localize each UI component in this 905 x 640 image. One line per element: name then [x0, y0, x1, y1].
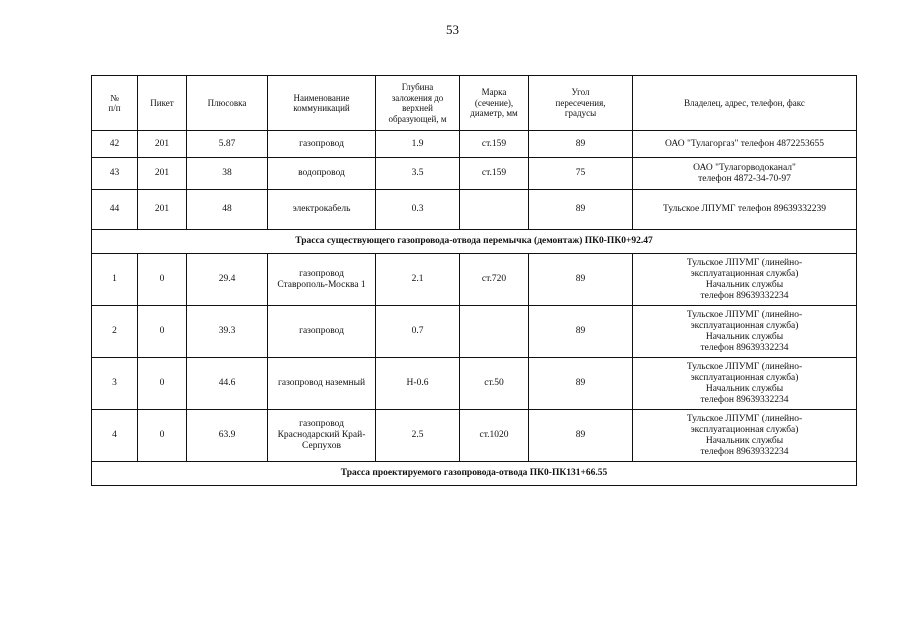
- table-row: [92, 306, 857, 358]
- cell-num: 4: [92, 410, 138, 462]
- cell-plus: 39.3: [187, 306, 268, 358]
- cell-depth: Н-0.6: [376, 358, 460, 410]
- cell-name: газопровод: [268, 131, 376, 158]
- cell-mark: [460, 190, 529, 230]
- header-num: № п/п: [92, 76, 138, 131]
- cell-mark: ст.159: [460, 131, 529, 158]
- cell-mark: ст.159: [460, 158, 529, 190]
- cell-picket: 0: [138, 358, 187, 410]
- cell-num: 3: [92, 358, 138, 410]
- page-number: 53: [446, 22, 459, 37]
- cell-owner: Тульское ЛПУМГ (линейно- эксплуатационная служба) Начальник службы телефон 89639332234: [633, 410, 857, 462]
- cell-angle: 89: [529, 131, 633, 158]
- cell-num: 44: [92, 190, 138, 230]
- header-picket: Пикет: [138, 76, 187, 131]
- header-name: Наименование коммуникаций: [268, 76, 376, 131]
- cell-owner: Тульское ЛПУМГ телефон 89639332239: [633, 190, 857, 230]
- cell-name: газопровод наземный: [268, 358, 376, 410]
- header-owner: Владелец, адрес, телефон, факс: [633, 76, 857, 131]
- communications-table: [91, 75, 857, 486]
- cell-angle: 89: [529, 306, 633, 358]
- section-title-projected: Трасса проектируемого газопровода-отвода ПК0-ПК131+66.55: [92, 462, 857, 486]
- header-plus: Плюсовка: [187, 76, 268, 131]
- cell-picket: 0: [138, 254, 187, 306]
- cell-mark: ст.50: [460, 358, 529, 410]
- cell-angle: 75: [529, 158, 633, 190]
- cell-angle: 89: [529, 410, 633, 462]
- cell-owner: Тульское ЛПУМГ (линейно- эксплуатационная служба) Начальник службы телефон 89639332234: [633, 254, 857, 306]
- table-row: [92, 358, 857, 410]
- cell-name: газопровод: [268, 306, 376, 358]
- table-row: [92, 190, 857, 230]
- cell-mark: [460, 306, 529, 358]
- cell-name: газопровод Ставрополь-Москва 1: [268, 254, 376, 306]
- cell-depth: 2.5: [376, 410, 460, 462]
- cell-depth: 0.7: [376, 306, 460, 358]
- table-row: [92, 131, 857, 158]
- table-row: [92, 254, 857, 306]
- cell-owner: Тульское ЛПУМГ (линейно- эксплуатационная служба) Начальник службы телефон 89639332234: [633, 358, 857, 410]
- cell-picket: 0: [138, 306, 187, 358]
- cell-owner: ОАО "Тулагорводоканал" телефон 4872-34-70-97: [633, 158, 857, 190]
- cell-num: 43: [92, 158, 138, 190]
- cell-num: 1: [92, 254, 138, 306]
- cell-plus: 38: [187, 158, 268, 190]
- cell-angle: 89: [529, 358, 633, 410]
- cell-plus: 48: [187, 190, 268, 230]
- cell-mark: ст.720: [460, 254, 529, 306]
- cell-mark: ст.1020: [460, 410, 529, 462]
- cell-depth: 2.1: [376, 254, 460, 306]
- cell-name: водопровод: [268, 158, 376, 190]
- cell-angle: 89: [529, 254, 633, 306]
- cell-owner: Тульское ЛПУМГ (линейно- эксплуатационная служба) Начальник службы телефон 89639332234: [633, 306, 857, 358]
- header-depth: Глубина заложения до верхней образующей, м: [376, 76, 460, 131]
- cell-num: 42: [92, 131, 138, 158]
- cell-name: газопровод Краснодарский Край- Серпухов: [268, 410, 376, 462]
- table-header-row: [92, 76, 857, 131]
- cell-depth: 3.5: [376, 158, 460, 190]
- section-row: [92, 462, 857, 486]
- cell-depth: 0.3: [376, 190, 460, 230]
- header-mark: Марка (сечение), диаметр, мм: [460, 76, 529, 131]
- cell-plus: 63.9: [187, 410, 268, 462]
- cell-angle: 89: [529, 190, 633, 230]
- cell-plus: 5.87: [187, 131, 268, 158]
- cell-owner: ОАО "Тулагоргаз" телефон 4872253655: [633, 131, 857, 158]
- cell-picket: 201: [138, 158, 187, 190]
- cell-plus: 29.4: [187, 254, 268, 306]
- header-angle: Угол пересечения, градусы: [529, 76, 633, 131]
- cell-plus: 44.6: [187, 358, 268, 410]
- cell-name: электрокабель: [268, 190, 376, 230]
- section-title-existing: Трасса существующего газопровода-отвода перемычка (демонтаж) ПК0-ПК0+92.47: [92, 230, 857, 254]
- section-row: [92, 230, 857, 254]
- cell-depth: 1.9: [376, 131, 460, 158]
- cell-num: 2: [92, 306, 138, 358]
- cell-picket: 201: [138, 131, 187, 158]
- cell-picket: 201: [138, 190, 187, 230]
- table-row: [92, 410, 857, 462]
- table-row: [92, 158, 857, 190]
- cell-picket: 0: [138, 410, 187, 462]
